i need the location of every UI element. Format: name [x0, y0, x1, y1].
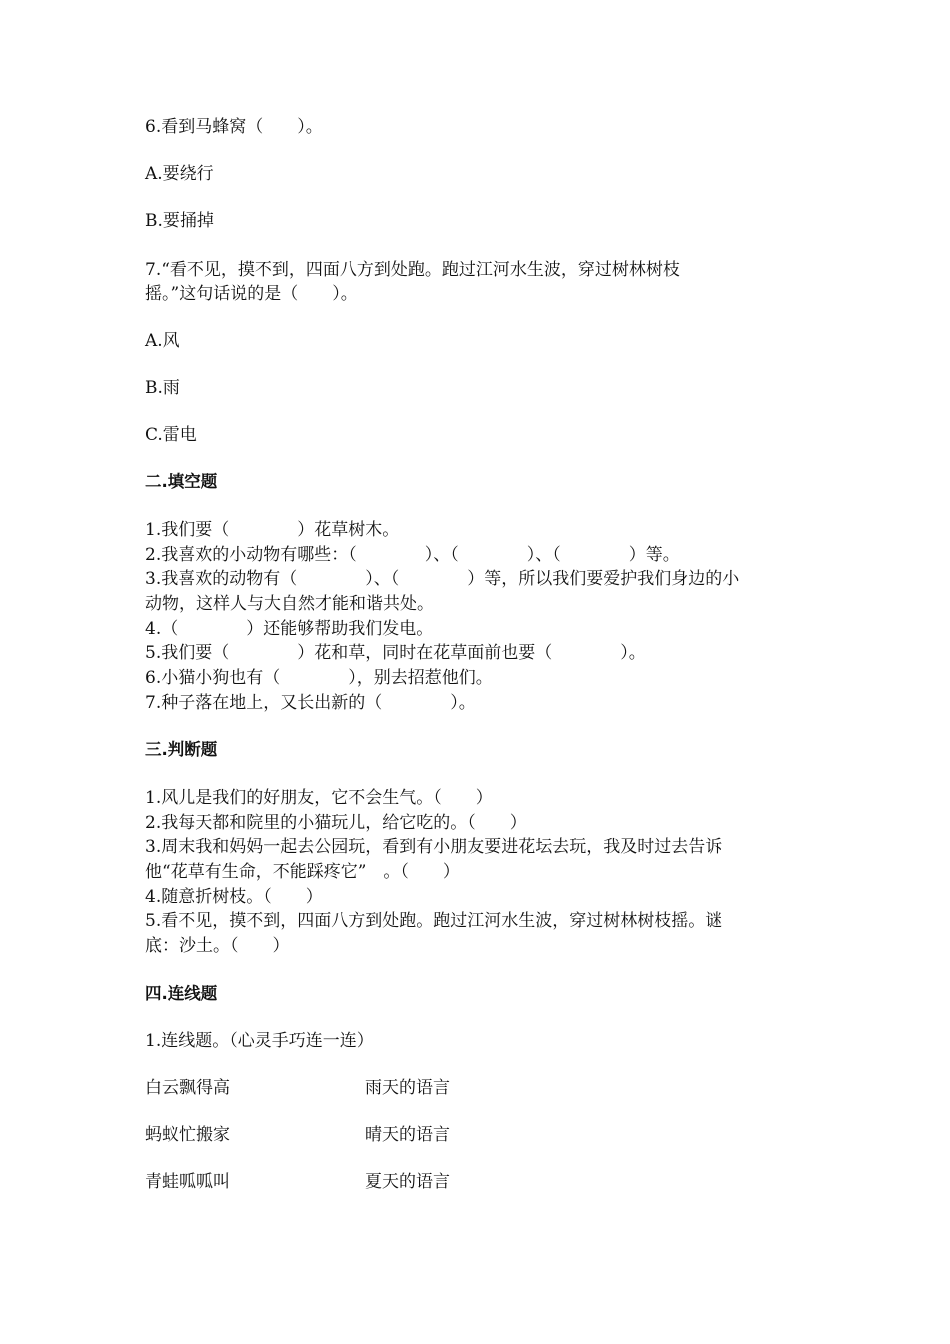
fill-blank-item-2: 2.我喜欢的小动物有哪些：（ ）、（ ）、（ ）等。: [145, 545, 680, 565]
fill-blank-item-6: 6.小猫小狗也有（ ），别去招惹他们。: [145, 668, 493, 688]
matching-heading: 四.连线题: [145, 984, 218, 1003]
true-false-item-5-cont: 底：沙土。（ ）: [145, 936, 290, 956]
matching-right-item-1: 雨天的语言: [365, 1078, 450, 1098]
question-7-option-c: C.雷电: [145, 425, 197, 445]
matching-left-item-1: 白云飘得高: [145, 1078, 230, 1098]
true-false-item-3: 3.周末我和妈妈一起去公园玩，看到有小朋友要进花坛去玩，我及时过去告诉: [145, 837, 723, 857]
matching-right-item-2: 晴天的语言: [365, 1125, 450, 1145]
fill-blank-item-7: 7.种子落在地上，又长出新的（ ）。: [145, 693, 476, 713]
question-7-stem-line-1: 7.“看不见，摸不到，四面八方到处跑。跑过江河水生波，穿过树林树枝: [145, 260, 680, 280]
question-6-option-a: A.要绕行: [145, 164, 214, 184]
matching-left-item-3: 青蛙呱呱叫: [145, 1172, 230, 1192]
fill-blank-item-4: 4.（ ）还能够帮助我们发电。: [145, 619, 434, 639]
true-false-heading: 三.判断题: [145, 740, 218, 759]
question-7-option-b: B.雨: [145, 378, 180, 398]
fill-blank-item-3-cont: 动物，这样人与大自然才能和谐共处。: [145, 594, 434, 614]
true-false-item-2: 2.我每天都和院里的小猫玩儿，给它吃的。（ ）: [145, 813, 527, 833]
question-6-stem: 6.看到马蜂窝（ ）。: [145, 117, 323, 137]
fill-blank-heading: 二.填空题: [145, 472, 218, 491]
true-false-item-4: 4.随意折树枝。（ ）: [145, 887, 323, 907]
fill-blank-item-3: 3.我喜欢的动物有（ ）、（ ）等，所以我们要爱护我们身边的小: [145, 569, 740, 589]
true-false-item-3-cont: 他“花草有生命，不能踩疼它” 。（ ）: [145, 862, 460, 882]
matching-left-item-2: 蚂蚁忙搬家: [145, 1125, 230, 1145]
question-7-stem-line-2: 摇。”这句话说的是（ ）。: [145, 284, 358, 304]
true-false-item-5: 5.看不见，摸不到，四面八方到处跑。跑过江河水生波，穿过树林树枝摇。谜: [145, 911, 723, 931]
true-false-item-1: 1.风儿是我们的好朋友，它不会生气。（ ）: [145, 788, 493, 808]
matching-right-item-3: 夏天的语言: [365, 1172, 450, 1192]
fill-blank-item-5: 5.我们要（ ）花和草，同时在花草面前也要（ ）。: [145, 643, 646, 663]
matching-question: 1.连线题。（心灵手巧连一连）: [145, 1031, 374, 1051]
question-6-option-b: B.要捅掉: [145, 211, 214, 231]
question-7-option-a: A.风: [145, 331, 180, 351]
fill-blank-item-1: 1.我们要（ ）花草树木。: [145, 520, 400, 540]
